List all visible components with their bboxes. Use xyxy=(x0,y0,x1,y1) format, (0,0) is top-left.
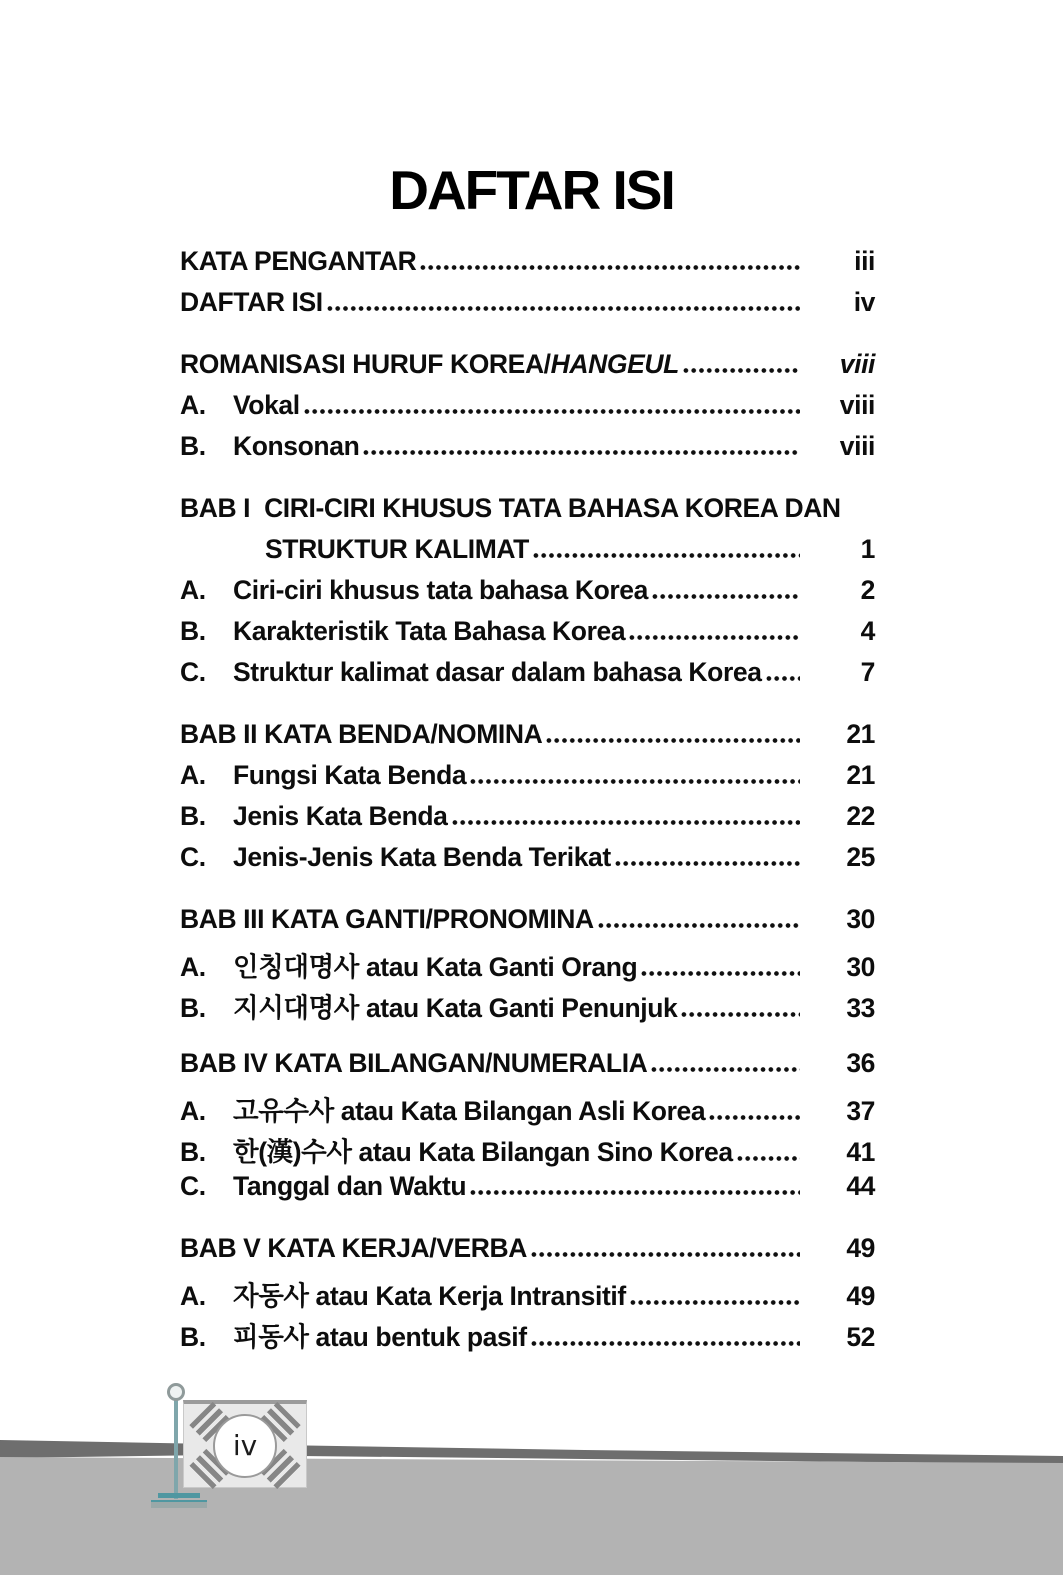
toc-row-label: Karakteristik Tata Bahasa Korea xyxy=(233,616,626,646)
dot-leader xyxy=(469,1190,800,1195)
flagpole-base-bottom xyxy=(151,1500,207,1508)
dot-leader xyxy=(708,1115,800,1120)
toc-row xyxy=(180,1130,875,1171)
toc-row xyxy=(180,760,875,801)
toc-row-label: Konsonan xyxy=(233,431,360,461)
toc-row xyxy=(180,246,875,287)
toc-row xyxy=(180,657,875,698)
toc-row-label: 지시대명사 atau Kata Ganti Penunjuk xyxy=(233,993,678,1023)
toc-row xyxy=(180,1274,875,1315)
toc-page-number: viii xyxy=(839,431,875,461)
dot-leader xyxy=(651,594,800,599)
toc-gap xyxy=(180,883,875,904)
dot-leader xyxy=(326,306,800,311)
toc-row-marker: B. xyxy=(180,1322,206,1352)
page-number-circle xyxy=(213,1414,277,1478)
toc-row xyxy=(180,616,875,657)
dot-leader xyxy=(629,1300,800,1305)
toc-row-label: 고유수사 atau Kata Bilangan Asli Korea xyxy=(233,1096,706,1126)
dot-leader xyxy=(680,1012,800,1017)
dot-leader xyxy=(614,861,800,866)
toc-row xyxy=(180,719,875,760)
toc-row-label: ROMANISASI HURUF KOREA/ xyxy=(180,349,551,379)
toc-row-marker: C. xyxy=(180,1171,206,1201)
toc-row-label: Tanggal dan Waktu xyxy=(233,1171,467,1201)
page-title: DAFTAR ISI xyxy=(389,159,674,221)
toc-gap xyxy=(180,698,875,719)
toc-gap xyxy=(180,328,875,349)
toc-row-label: BAB II KATA BENDA/NOMINA xyxy=(180,719,543,749)
toc-row-label: Jenis-Jenis Kata Benda Terikat xyxy=(233,842,611,872)
toc-page-number: 21 xyxy=(846,760,875,790)
page-number-label: iv xyxy=(232,1429,258,1462)
toc-row-marker: A. xyxy=(180,1096,206,1126)
toc-page-number: 49 xyxy=(846,1233,875,1263)
toc-row xyxy=(180,1315,875,1356)
dot-leader xyxy=(532,553,800,558)
toc-row-label: Vokal xyxy=(233,390,300,420)
flagpole-base-top xyxy=(158,1493,200,1498)
dot-leader xyxy=(419,265,800,270)
toc-page-number: 37 xyxy=(846,1096,875,1126)
dot-leader xyxy=(362,450,800,455)
toc-page-number: 4 xyxy=(860,616,875,646)
dot-leader xyxy=(451,820,800,825)
toc-page-number: 21 xyxy=(846,719,875,749)
toc-page-number: iii xyxy=(854,246,875,276)
toc-row-marker: B. xyxy=(180,1137,206,1167)
toc-row-label: 한(漢)수사 atau Kata Bilangan Sino Korea xyxy=(233,1137,733,1167)
toc-row xyxy=(180,1048,875,1089)
toc-page-number: 22 xyxy=(846,801,875,831)
toc-page-number: 33 xyxy=(846,993,875,1023)
dot-leader xyxy=(469,779,800,784)
toc-row xyxy=(180,945,875,986)
toc-page-number: 2 xyxy=(860,575,875,605)
toc-row-label: BAB IV KATA BILANGAN/NUMERALIA xyxy=(180,1048,648,1078)
dot-leader xyxy=(682,368,800,373)
toc-row-marker: B. xyxy=(180,431,206,461)
toc-row-label: Struktur kalimat dasar dalam bahasa Korea xyxy=(233,657,762,687)
dot-leader xyxy=(628,635,800,640)
toc-page-number: 30 xyxy=(846,904,875,934)
toc-row-marker: B. xyxy=(180,993,206,1023)
toc-page-number: iv xyxy=(853,287,875,317)
dot-leader xyxy=(765,676,800,681)
toc-page-number: 30 xyxy=(846,952,875,982)
dot-leader xyxy=(736,1156,800,1161)
toc-page-number: 41 xyxy=(846,1137,875,1167)
dot-leader xyxy=(650,1067,800,1072)
toc-row xyxy=(180,1089,875,1130)
footer-light-band xyxy=(0,1457,1063,1575)
toc-row-label: Fungsi Kata Benda xyxy=(233,760,467,790)
toc-page-number: 1 xyxy=(860,534,875,564)
toc-row xyxy=(180,842,875,883)
toc-row xyxy=(180,431,875,472)
toc-row xyxy=(180,1233,875,1274)
dot-leader xyxy=(303,409,800,414)
toc-row-label: 피동사 atau bentuk pasif xyxy=(233,1322,527,1352)
toc-row-marker: C. xyxy=(180,657,206,687)
toc-gap xyxy=(180,1212,875,1233)
toc-row xyxy=(180,1171,875,1212)
toc-page-number: 44 xyxy=(846,1171,875,1201)
toc-row-label-italic: HANGEUL xyxy=(550,349,679,379)
toc-row-marker: C. xyxy=(180,842,206,872)
dot-leader xyxy=(545,738,800,743)
toc-row-label: Ciri-ciri khusus tata bahasa Korea xyxy=(233,575,648,605)
flagpole xyxy=(174,1393,178,1499)
toc-row xyxy=(180,349,875,390)
toc-row-label: STRUKTUR KALIMAT xyxy=(265,534,529,564)
toc-row xyxy=(180,801,875,842)
toc-row-marker: A. xyxy=(180,390,206,420)
toc-row-marker: A. xyxy=(180,1281,206,1311)
toc-row-label: DAFTAR ISI xyxy=(180,287,323,317)
dot-leader xyxy=(597,923,800,928)
toc-page-number: 7 xyxy=(860,657,875,687)
toc-row-label: KATA PENGANTAR xyxy=(180,246,417,276)
toc-page-number: 36 xyxy=(846,1048,875,1078)
dot-leader xyxy=(640,971,800,976)
toc-row-label: BAB V KATA KERJA/VERBA xyxy=(180,1233,528,1263)
toc-row xyxy=(180,287,875,328)
toc-row-label: 자동사 atau Kata Kerja Intransitif xyxy=(233,1281,626,1311)
toc-row-label: BAB I CIRI-CIRI KHUSUS TATA BAHASA KOREA DAN xyxy=(180,493,841,523)
toc-page-number: viii xyxy=(839,349,875,379)
toc-row-marker: A. xyxy=(180,952,206,982)
toc-row-marker: B. xyxy=(180,801,206,831)
toc-gap xyxy=(180,472,875,493)
toc-row xyxy=(180,390,875,431)
flagpole-finial-icon xyxy=(167,1383,185,1401)
toc-page-number: 25 xyxy=(846,842,875,872)
toc-row-label: BAB III KATA GANTI/PRONOMINA xyxy=(180,904,594,934)
toc-row xyxy=(180,575,875,616)
toc-page-number: 52 xyxy=(846,1322,875,1352)
toc-page-number: viii xyxy=(839,390,875,420)
toc-gap xyxy=(180,1027,875,1048)
toc-list xyxy=(180,246,875,1356)
toc-page-number: 49 xyxy=(846,1281,875,1311)
toc-row-marker: A. xyxy=(180,760,206,790)
korean-flag-graphic xyxy=(183,1400,307,1488)
dot-leader xyxy=(530,1341,800,1346)
toc-row xyxy=(180,986,875,1027)
toc-row xyxy=(180,534,875,575)
toc-row-marker: A. xyxy=(180,575,206,605)
toc-row xyxy=(180,904,875,945)
toc-row-marker: B. xyxy=(180,616,206,646)
toc-row-label: Jenis Kata Benda xyxy=(233,801,448,831)
toc-row xyxy=(180,493,875,534)
dot-leader xyxy=(530,1252,800,1257)
toc-row-label: 인칭대명사 atau Kata Ganti Orang xyxy=(233,952,638,982)
